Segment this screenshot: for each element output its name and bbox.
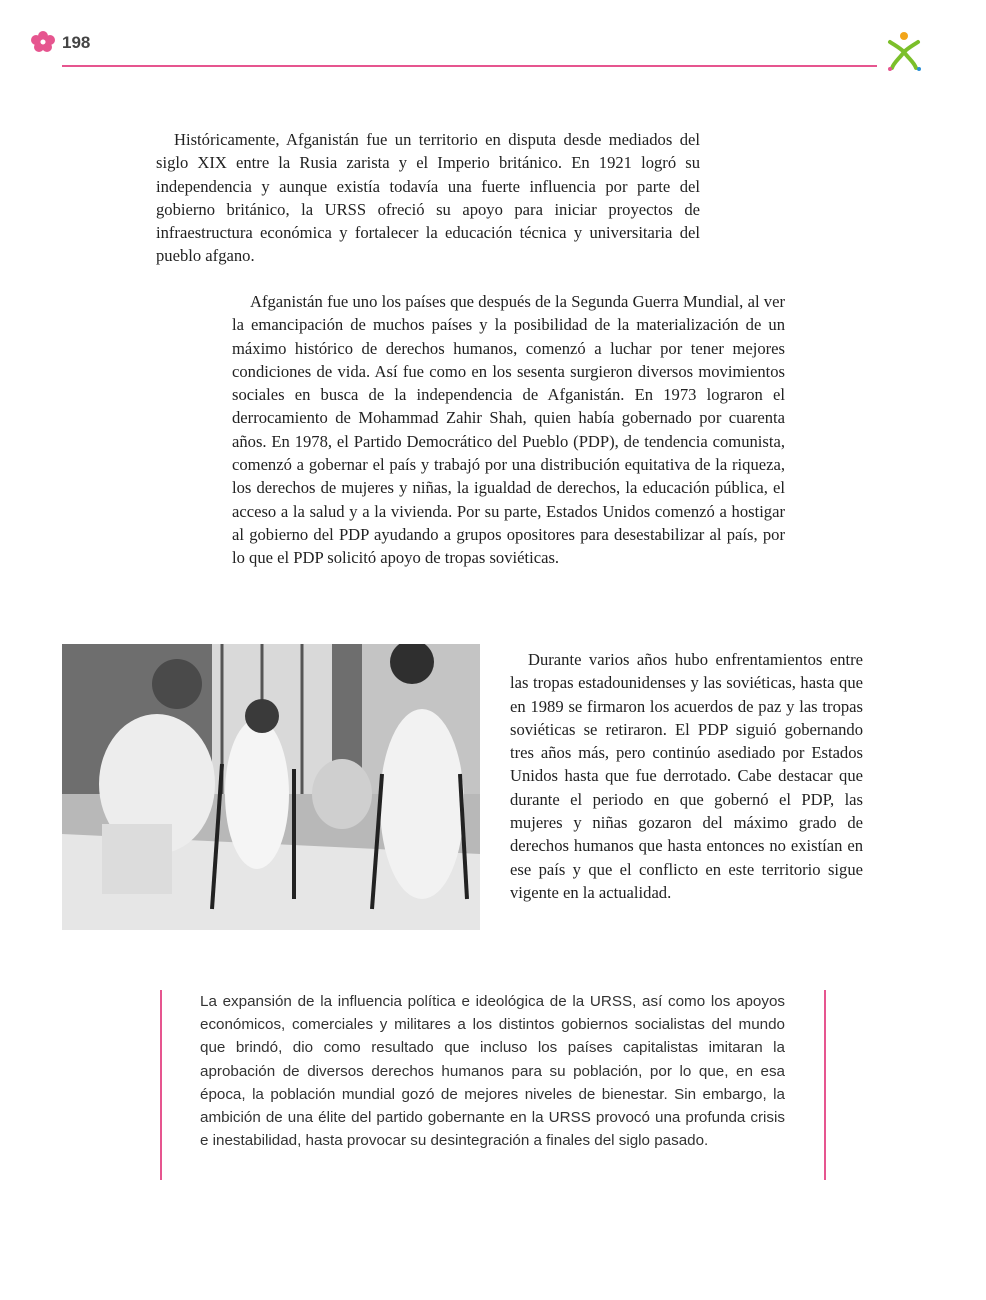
flower-logo-icon [28, 30, 58, 56]
paragraph-historical-context: Históricamente, Afganistán fue un territorio en disputa desde mediados del siglo XIX entre la Rusia zarista y el Imperio británico. En 1921 logró su independencia y aunque existía todavía una fuerte influencia por parte del gobierno británico, la URSS ofreció su apoyo para iniciar proyectos de infraestructura económica y fortalecer la educación técnica y universitaria del pueblo afgano. [156, 130, 700, 266]
photo-children-crutches [62, 644, 480, 930]
note-right-bar [824, 990, 826, 1180]
page-number: 198 [62, 33, 91, 52]
black-and-white-photo-icon [62, 644, 480, 930]
page-header [0, 0, 986, 80]
note-left-bar [160, 990, 162, 1180]
child-emblem-icon [884, 30, 924, 72]
note-box-text: La expansión de la influencia política e ideológica de la URSS, así como los apoyos económicos, comerciales y militares a los distintos gobiernos socialistas del mundo que brindó, dio como resultado que incluso los países capitalistas imitaran la aprobación de diversos derechos humanos para su población, por lo que, en esa época, la población mundial gozó de mejores niveles de bienestar. Sin embargo, la ambición de una élite del partido gobernante en la URSS provocó una profunda crisis e inestabilidad, hasta provocar su desintegración a finales del siglo pasado. [200, 993, 785, 1150]
header-divider [62, 65, 877, 67]
paragraph-conflict-outcome: Durante varios años hubo enfrentamientos entre las tropas estadounidenses y las soviéticas, hasta que en 1989 se firmaron los acuerdos de paz y las tropas soviéticas se retiraron. El PDP siguió gobernando tres años más, pero continúo asediado por Estados Unidos hasta que fue derrotado. Cabe destacar que durante el periodo en que gobernó el PDP, las mujeres y niñas gozaron del máximo grado de derechos humanos que hasta entonces no existían en ese país y que el conflicto en este territorio sigue vigente en la actualidad. [510, 650, 863, 902]
paragraph-afghan-independence: Afganistán fue uno los países que después de la Segunda Guerra Mundial, al ver la emancipación de muchos países y la posibilidad de la materialización de un máximo histórico de derechos humanos, comenzó a luchar por tener mejores condiciones de vida. Así fue como en los sesenta surgieron diversos movimientos sociales en busca de la independencia de Afganistán. En 1973 lograron el derrocamiento de Mohammad Zahir Shah, quien había gobernado por cuarenta años. En 1978, el Partido Democrático del Pueblo (PDP), de tendencia comunista, comenzó a gobernar el país y trabajó por una distribución equitativa de la riqueza, los derechos de mujeres y niñas, la igualdad de derechos, la educación pública, el acceso a la salud y a la vivienda. Por su parte, Estados Unidos comenzó a hostigar al gobierno del PDP ayudando a grupos opositores para desestabilizar al país, por lo que el PDP solicitó apoyo de tropas soviéticas. [232, 292, 785, 568]
